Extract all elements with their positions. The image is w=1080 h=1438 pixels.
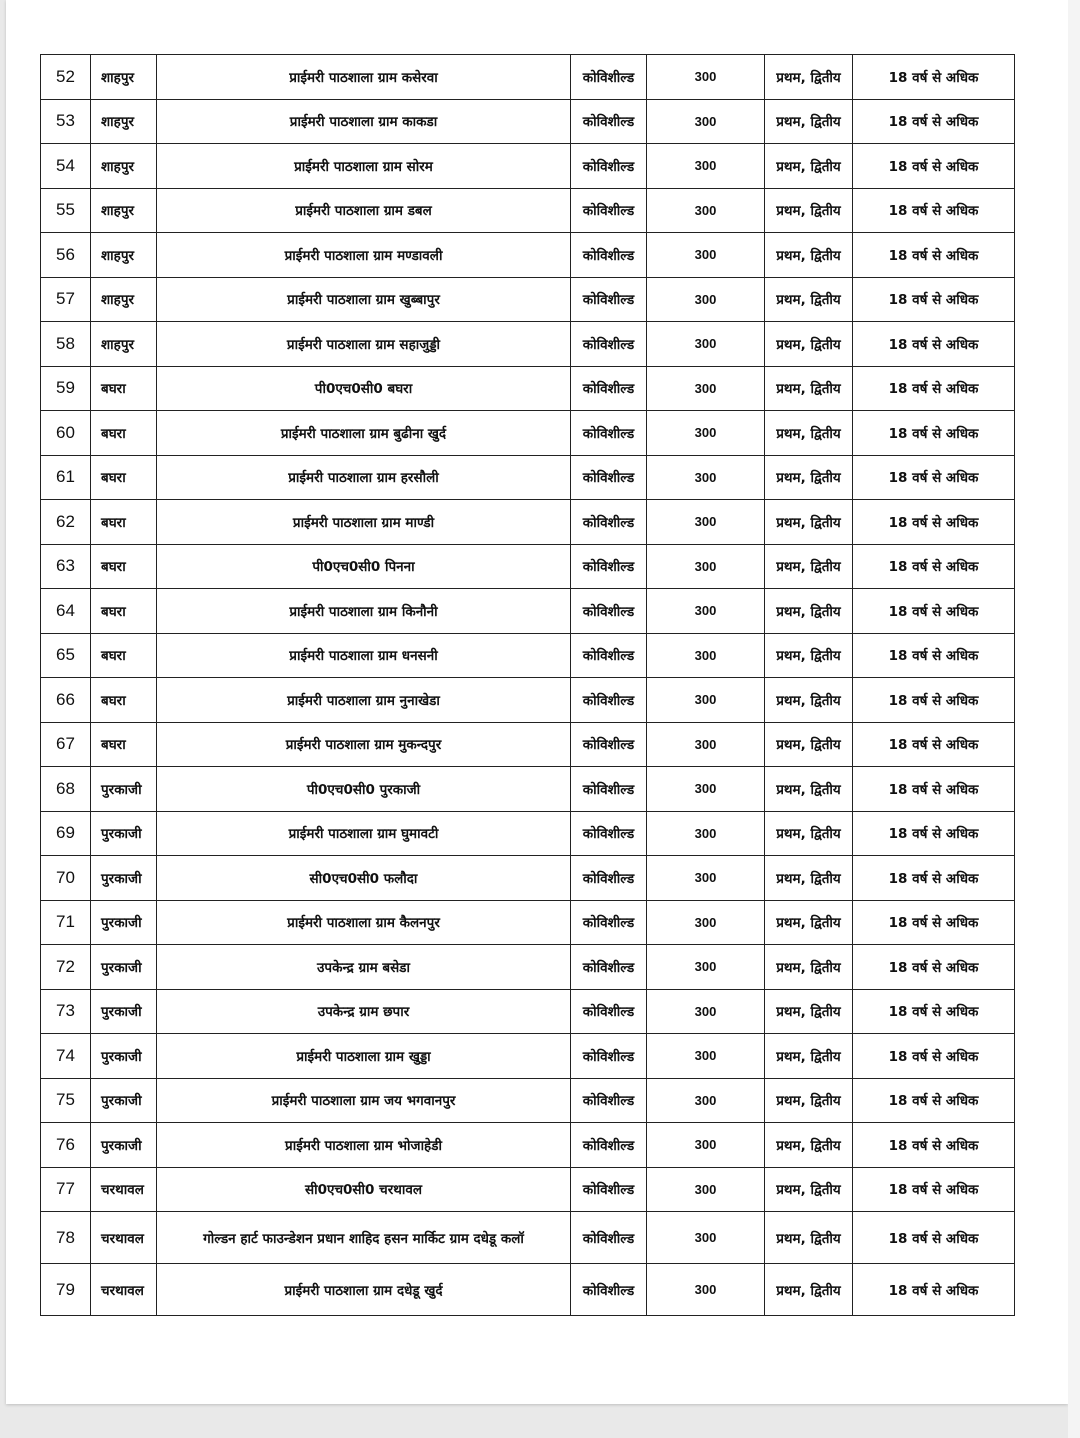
serial-number-cell: 60	[41, 411, 91, 456]
table-row	[41, 366, 1015, 411]
dose-type-cell: प्रथम, द्वितीय	[765, 322, 853, 367]
session-site-cell: उपकेन्द्र ग्राम बसेडा	[157, 945, 571, 990]
dose-type-cell: प्रथम, द्वितीय	[765, 633, 853, 678]
block-name-cell: पुरकाजी	[91, 945, 157, 990]
vaccine-cell: कोविशील्ड	[571, 144, 647, 189]
block-name-cell: शाहपुर	[91, 55, 157, 100]
dose-quantity-cell: 300	[647, 55, 765, 100]
dose-quantity-cell: 300	[647, 1078, 765, 1123]
age-group-cell: 18 वर्ष से अधिक	[853, 144, 1015, 189]
age-group-cell: 18 वर्ष से अधिक	[853, 544, 1015, 589]
vaccine-cell: कोविशील्ड	[571, 277, 647, 322]
serial-number-cell: 74	[41, 1034, 91, 1079]
serial-number-cell: 58	[41, 322, 91, 367]
dose-type-cell: प्रथम, द्वितीय	[765, 900, 853, 945]
session-site-cell: प्राईमरी पाठशाला ग्राम जय भगवानपुर	[157, 1078, 571, 1123]
block-name-cell: बघरा	[91, 722, 157, 767]
session-site-cell: प्राईमरी पाठशाला ग्राम धनसनी	[157, 633, 571, 678]
dose-quantity-cell: 300	[647, 678, 765, 723]
age-group-cell: 18 वर्ष से अधिक	[853, 233, 1015, 278]
table-row	[41, 277, 1015, 322]
age-group-cell: 18 वर्ष से अधिक	[853, 900, 1015, 945]
block-name-cell: शाहपुर	[91, 188, 157, 233]
vaccine-cell: कोविशील्ड	[571, 455, 647, 500]
serial-number-cell: 62	[41, 500, 91, 545]
serial-number-cell: 72	[41, 945, 91, 990]
dose-type-cell: प्रथम, द्वितीय	[765, 767, 853, 812]
dose-type-cell: प्रथम, द्वितीय	[765, 1264, 853, 1316]
age-group-cell: 18 वर्ष से अधिक	[853, 767, 1015, 812]
table-row	[41, 144, 1015, 189]
vaccine-cell: कोविशील्ड	[571, 1078, 647, 1123]
age-group-cell: 18 वर्ष से अधिक	[853, 277, 1015, 322]
vaccination-sites-table	[40, 54, 1015, 1316]
block-name-cell: पुरकाजी	[91, 1034, 157, 1079]
session-site-cell: प्राईमरी पाठशाला ग्राम घुमावटी	[157, 811, 571, 856]
dose-type-cell: प्रथम, द्वितीय	[765, 945, 853, 990]
session-site-cell: प्राईमरी पाठशाला ग्राम सोरम	[157, 144, 571, 189]
block-name-cell: बघरा	[91, 366, 157, 411]
block-name-cell: बघरा	[91, 633, 157, 678]
table-row	[41, 500, 1015, 545]
dose-quantity-cell: 300	[647, 99, 765, 144]
age-group-cell: 18 वर्ष से अधिक	[853, 99, 1015, 144]
vaccine-cell: कोविशील्ड	[571, 1123, 647, 1168]
session-site-cell: प्राईमरी पाठशाला ग्राम खुब्बापुर	[157, 277, 571, 322]
dose-type-cell: प्रथम, द्वितीय	[765, 277, 853, 322]
vaccine-cell: कोविशील्ड	[571, 1034, 647, 1079]
dose-quantity-cell: 300	[647, 1212, 765, 1264]
serial-number-cell: 63	[41, 544, 91, 589]
session-site-cell: पी0एच0सी0 पिनना	[157, 544, 571, 589]
dose-quantity-cell: 300	[647, 1167, 765, 1212]
vaccine-cell: कोविशील्ड	[571, 989, 647, 1034]
serial-number-cell: 54	[41, 144, 91, 189]
vaccine-cell: कोविशील्ड	[571, 767, 647, 812]
serial-number-cell: 68	[41, 767, 91, 812]
vaccine-cell: कोविशील्ड	[571, 811, 647, 856]
serial-number-cell: 67	[41, 722, 91, 767]
serial-number-cell: 52	[41, 55, 91, 100]
table-row	[41, 1264, 1015, 1316]
block-name-cell: बघरा	[91, 544, 157, 589]
age-group-cell: 18 वर्ष से अधिक	[853, 455, 1015, 500]
age-group-cell: 18 वर्ष से अधिक	[853, 322, 1015, 367]
block-name-cell: चरथावल	[91, 1167, 157, 1212]
serial-number-cell: 53	[41, 99, 91, 144]
serial-number-cell: 69	[41, 811, 91, 856]
session-site-cell: प्राईमरी पाठशाला ग्राम काकडा	[157, 99, 571, 144]
dose-type-cell: प्रथम, द्वितीय	[765, 366, 853, 411]
age-group-cell: 18 वर्ष से अधिक	[853, 678, 1015, 723]
table-row	[41, 767, 1015, 812]
table-row	[41, 633, 1015, 678]
age-group-cell: 18 वर्ष से अधिक	[853, 188, 1015, 233]
vaccine-cell: कोविशील्ड	[571, 233, 647, 278]
vaccine-cell: कोविशील्ड	[571, 633, 647, 678]
table-row	[41, 1123, 1015, 1168]
serial-number-cell: 64	[41, 589, 91, 634]
block-name-cell: चरथावल	[91, 1212, 157, 1264]
age-group-cell: 18 वर्ष से अधिक	[853, 500, 1015, 545]
session-site-cell: पी0एच0सी0 पुरकाजी	[157, 767, 571, 812]
dose-quantity-cell: 300	[647, 1264, 765, 1316]
block-name-cell: बघरा	[91, 411, 157, 456]
dose-type-cell: प्रथम, द्वितीय	[765, 411, 853, 456]
dose-quantity-cell: 300	[647, 144, 765, 189]
age-group-cell: 18 वर्ष से अधिक	[853, 1167, 1015, 1212]
vaccine-cell: कोविशील्ड	[571, 678, 647, 723]
dose-quantity-cell: 300	[647, 544, 765, 589]
age-group-cell: 18 वर्ष से अधिक	[853, 1264, 1015, 1316]
age-group-cell: 18 वर्ष से अधिक	[853, 811, 1015, 856]
dose-quantity-cell: 300	[647, 1123, 765, 1168]
dose-type-cell: प्रथम, द्वितीय	[765, 144, 853, 189]
vaccine-cell: कोविशील्ड	[571, 55, 647, 100]
dose-quantity-cell: 300	[647, 455, 765, 500]
serial-number-cell: 71	[41, 900, 91, 945]
table-row	[41, 99, 1015, 144]
serial-number-cell: 76	[41, 1123, 91, 1168]
block-name-cell: पुरकाजी	[91, 900, 157, 945]
session-site-cell: प्राईमरी पाठशाला ग्राम डबल	[157, 188, 571, 233]
dose-quantity-cell: 300	[647, 856, 765, 901]
dose-quantity-cell: 300	[647, 233, 765, 278]
block-name-cell: बघरा	[91, 589, 157, 634]
session-site-cell: प्राईमरी पाठशाला ग्राम बुढीना खुर्द	[157, 411, 571, 456]
age-group-cell: 18 वर्ष से अधिक	[853, 1078, 1015, 1123]
age-group-cell: 18 वर्ष से अधिक	[853, 856, 1015, 901]
table-row	[41, 1078, 1015, 1123]
dose-quantity-cell: 300	[647, 366, 765, 411]
block-name-cell: चरथावल	[91, 1264, 157, 1316]
dose-quantity-cell: 300	[647, 945, 765, 990]
table-row	[41, 455, 1015, 500]
serial-number-cell: 55	[41, 188, 91, 233]
table-row	[41, 811, 1015, 856]
table-row	[41, 589, 1015, 634]
session-site-cell: प्राईमरी पाठशाला ग्राम कसेरवा	[157, 55, 571, 100]
vaccine-cell: कोविशील्ड	[571, 856, 647, 901]
dose-quantity-cell: 300	[647, 589, 765, 634]
session-site-cell: प्राईमरी पाठशाला ग्राम दधेडू खुर्द	[157, 1264, 571, 1316]
serial-number-cell: 75	[41, 1078, 91, 1123]
serial-number-cell: 65	[41, 633, 91, 678]
table-row	[41, 900, 1015, 945]
vaccine-cell: कोविशील्ड	[571, 544, 647, 589]
table-row	[41, 1034, 1015, 1079]
session-site-cell: प्राईमरी पाठशाला ग्राम कैलनपुर	[157, 900, 571, 945]
session-site-cell: प्राईमरी पाठशाला ग्राम भोजाहेडी	[157, 1123, 571, 1168]
table-row	[41, 188, 1015, 233]
vaccine-cell: कोविशील्ड	[571, 366, 647, 411]
block-name-cell: पुरकाजी	[91, 811, 157, 856]
dose-type-cell: प्रथम, द्वितीय	[765, 811, 853, 856]
dose-type-cell: प्रथम, द्वितीय	[765, 856, 853, 901]
dose-type-cell: प्रथम, द्वितीय	[765, 1078, 853, 1123]
table-row	[41, 678, 1015, 723]
table-row	[41, 322, 1015, 367]
serial-number-cell: 70	[41, 856, 91, 901]
vaccine-cell: कोविशील्ड	[571, 900, 647, 945]
block-name-cell: शाहपुर	[91, 99, 157, 144]
session-site-cell: पी0एच0सी0 बघरा	[157, 366, 571, 411]
session-site-cell: प्राईमरी पाठशाला ग्राम मण्डावली	[157, 233, 571, 278]
serial-number-cell: 66	[41, 678, 91, 723]
dose-quantity-cell: 300	[647, 1034, 765, 1079]
session-site-cell: प्राईमरी पाठशाला ग्राम माण्डी	[157, 500, 571, 545]
block-name-cell: बघरा	[91, 500, 157, 545]
age-group-cell: 18 वर्ष से अधिक	[853, 633, 1015, 678]
session-site-cell: प्राईमरी पाठशाला ग्राम सहाजुड्डी	[157, 322, 571, 367]
table-row	[41, 989, 1015, 1034]
serial-number-cell: 73	[41, 989, 91, 1034]
dose-quantity-cell: 300	[647, 811, 765, 856]
table-row	[41, 945, 1015, 990]
vaccine-cell: कोविशील्ड	[571, 500, 647, 545]
dose-quantity-cell: 300	[647, 500, 765, 545]
vaccine-cell: कोविशील्ड	[571, 99, 647, 144]
serial-number-cell: 79	[41, 1264, 91, 1316]
age-group-cell: 18 वर्ष से अधिक	[853, 55, 1015, 100]
age-group-cell: 18 वर्ष से अधिक	[853, 1034, 1015, 1079]
age-group-cell: 18 वर्ष से अधिक	[853, 1212, 1015, 1264]
vaccine-cell: कोविशील्ड	[571, 1212, 647, 1264]
table-row	[41, 55, 1015, 100]
dose-type-cell: प्रथम, द्वितीय	[765, 1212, 853, 1264]
dose-type-cell: प्रथम, द्वितीय	[765, 233, 853, 278]
block-name-cell: पुरकाजी	[91, 1078, 157, 1123]
dose-type-cell: प्रथम, द्वितीय	[765, 99, 853, 144]
block-name-cell: पुरकाजी	[91, 767, 157, 812]
age-group-cell: 18 वर्ष से अधिक	[853, 411, 1015, 456]
age-group-cell: 18 वर्ष से अधिक	[853, 366, 1015, 411]
vaccine-cell: कोविशील्ड	[571, 722, 647, 767]
vaccine-cell: कोविशील्ड	[571, 188, 647, 233]
dose-type-cell: प्रथम, द्वितीय	[765, 55, 853, 100]
serial-number-cell: 57	[41, 277, 91, 322]
block-name-cell: शाहपुर	[91, 144, 157, 189]
block-name-cell: शाहपुर	[91, 277, 157, 322]
session-site-cell: प्राईमरी पाठशाला ग्राम खुड्डा	[157, 1034, 571, 1079]
dose-type-cell: प्रथम, द्वितीय	[765, 678, 853, 723]
vaccine-cell: कोविशील्ड	[571, 1264, 647, 1316]
session-site-cell: प्राईमरी पाठशाला ग्राम हरसौली	[157, 455, 571, 500]
serial-number-cell: 56	[41, 233, 91, 278]
block-name-cell: बघरा	[91, 455, 157, 500]
dose-type-cell: प्रथम, द्वितीय	[765, 1034, 853, 1079]
dose-type-cell: प्रथम, द्वितीय	[765, 188, 853, 233]
viewer-edge	[1068, 0, 1080, 1438]
dose-quantity-cell: 300	[647, 188, 765, 233]
dose-type-cell: प्रथम, द्वितीय	[765, 544, 853, 589]
table-row	[41, 722, 1015, 767]
vaccine-cell: कोविशील्ड	[571, 411, 647, 456]
dose-quantity-cell: 300	[647, 322, 765, 367]
dose-quantity-cell: 300	[647, 277, 765, 322]
serial-number-cell: 59	[41, 366, 91, 411]
session-site-cell: सी0एच0सी0 फलौदा	[157, 856, 571, 901]
vaccine-cell: कोविशील्ड	[571, 322, 647, 367]
block-name-cell: शाहपुर	[91, 233, 157, 278]
document-page	[6, 0, 1068, 1404]
age-group-cell: 18 वर्ष से अधिक	[853, 722, 1015, 767]
vaccine-cell: कोविशील्ड	[571, 589, 647, 634]
dose-type-cell: प्रथम, द्वितीय	[765, 500, 853, 545]
session-site-cell: गोल्डन हार्ट फाउन्डेशन प्रधान शाहिद हसन मार्किट ग्राम दधेडू कलॉ	[157, 1212, 571, 1264]
session-site-cell: प्राईमरी पाठशाला ग्राम नुनाखेडा	[157, 678, 571, 723]
age-group-cell: 18 वर्ष से अधिक	[853, 589, 1015, 634]
table-row	[41, 856, 1015, 901]
table-row	[41, 1212, 1015, 1264]
dose-type-cell: प्रथम, द्वितीय	[765, 722, 853, 767]
dose-type-cell: प्रथम, द्वितीय	[765, 589, 853, 634]
serial-number-cell: 77	[41, 1167, 91, 1212]
block-name-cell: पुरकाजी	[91, 856, 157, 901]
block-name-cell: पुरकाजी	[91, 989, 157, 1034]
dose-quantity-cell: 300	[647, 767, 765, 812]
dose-quantity-cell: 300	[647, 411, 765, 456]
serial-number-cell: 61	[41, 455, 91, 500]
dose-quantity-cell: 300	[647, 633, 765, 678]
table-row	[41, 544, 1015, 589]
block-name-cell: पुरकाजी	[91, 1123, 157, 1168]
dose-quantity-cell: 300	[647, 722, 765, 767]
vaccine-cell: कोविशील्ड	[571, 945, 647, 990]
table-row	[41, 411, 1015, 456]
serial-number-cell: 78	[41, 1212, 91, 1264]
block-name-cell: बघरा	[91, 678, 157, 723]
dose-type-cell: प्रथम, द्वितीय	[765, 989, 853, 1034]
dose-type-cell: प्रथम, द्वितीय	[765, 455, 853, 500]
vaccine-cell: कोविशील्ड	[571, 1167, 647, 1212]
age-group-cell: 18 वर्ष से अधिक	[853, 989, 1015, 1034]
table-row	[41, 1167, 1015, 1212]
table-body	[41, 55, 1015, 1316]
dose-quantity-cell: 300	[647, 900, 765, 945]
block-name-cell: शाहपुर	[91, 322, 157, 367]
dose-type-cell: प्रथम, द्वितीय	[765, 1123, 853, 1168]
session-site-cell: सी0एच0सी0 चरथावल	[157, 1167, 571, 1212]
age-group-cell: 18 वर्ष से अधिक	[853, 945, 1015, 990]
dose-type-cell: प्रथम, द्वितीय	[765, 1167, 853, 1212]
dose-quantity-cell: 300	[647, 989, 765, 1034]
table-row	[41, 233, 1015, 278]
session-site-cell: उपकेन्द्र ग्राम छपार	[157, 989, 571, 1034]
age-group-cell: 18 वर्ष से अधिक	[853, 1123, 1015, 1168]
session-site-cell: प्राईमरी पाठशाला ग्राम मुकन्दपुर	[157, 722, 571, 767]
session-site-cell: प्राईमरी पाठशाला ग्राम किनौनी	[157, 589, 571, 634]
